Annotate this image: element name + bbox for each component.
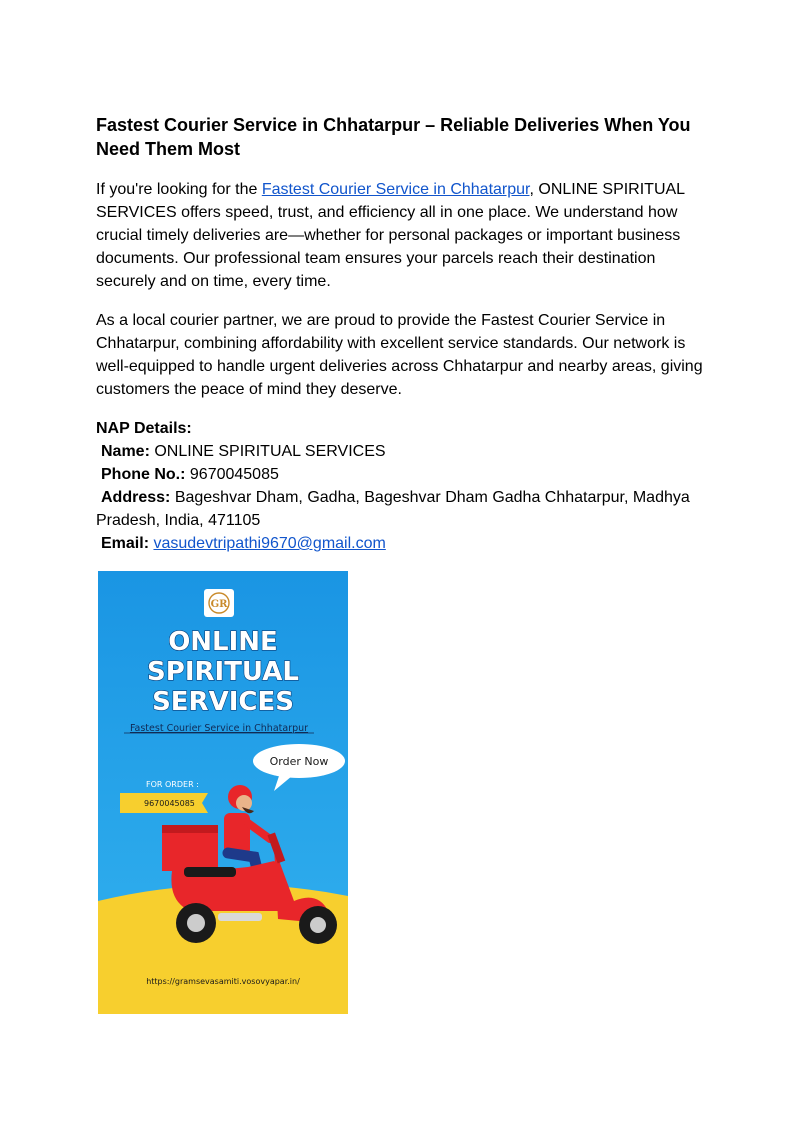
document-body (96, 113, 706, 555)
intro-text-start: If you're looking for the (96, 181, 262, 198)
poster-subtitle: Fastest Courier Service in Chhatarpur (129, 723, 309, 734)
logo-letters: GR (210, 599, 228, 610)
nap-name-label: Name: (101, 443, 150, 460)
email-link[interactable]: vasudevtripathi9670@gmail.com (153, 535, 386, 552)
nap-phone-row (96, 463, 706, 486)
second-paragraph: As a local courier partner, we are proud to provide the Fastest Courier Service in Chhatarpur, combining affordability with excellent service standards. Our network is well-equipped to handle urgent deliveries across Chhatarpur and nearby areas, giving customers the peace of mind they deserve. (96, 312, 703, 398)
nap-name-row (96, 440, 706, 463)
courier-service-link[interactable]: Fastest Courier Service in Chhatarpur (261, 181, 530, 198)
poster-title-line1: ONLINE (168, 627, 278, 657)
poster-title-line2: SPIRITUAL (147, 657, 299, 687)
nap-email-label: Email: (101, 535, 150, 552)
poster-url: https://gramsevasamiti.vosovyapar.in/ (146, 977, 300, 986)
bubble-text: Order Now (269, 755, 329, 768)
nap-phone-label: Phone No.: (101, 466, 186, 483)
nap-email-row (96, 532, 706, 555)
nap-phone-value: 9670045085 (189, 466, 279, 483)
nap-address-label: Address: (101, 489, 171, 506)
for-order-label: FOR ORDER : (146, 780, 199, 789)
nap-address-row (96, 486, 706, 532)
nap-address-value: Bageshvar Dham, Gadha, Bageshvar Dham Gadha Chhatarpur, Madhya Pradesh, India, 471105 (96, 489, 690, 529)
page-title: Fastest Courier Service in Chhatarpur – Reliable Deliveries When You Need Them Most (96, 115, 691, 159)
intro-paragraph (96, 178, 706, 293)
poster-phone: 9670045085 (144, 799, 195, 808)
intro-text-end: , ONLINE SPIRITUAL SERVICES offers speed, trust, and efficiency all in one place. We understand how crucial timely deliveries are—whether for personal packages or important business documents. Our professional team ensures your parcels reach their destination securely and on time, every time. (96, 181, 685, 290)
promo-poster (98, 571, 348, 1014)
nap-name-value: ONLINE SPIRITUAL SERVICES (154, 443, 386, 460)
brand-logo (204, 589, 234, 617)
nap-title: NAP Details: (96, 420, 192, 437)
poster-graphic (98, 571, 348, 1014)
poster-title-line3: SERVICES (152, 687, 294, 717)
nap-details (96, 417, 706, 555)
